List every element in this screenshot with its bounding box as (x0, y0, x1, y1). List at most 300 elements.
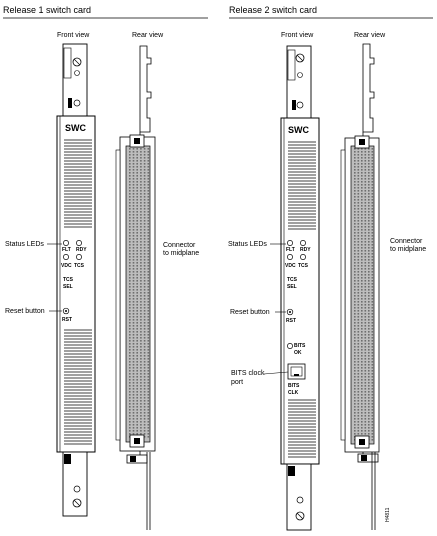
connector-pin (358, 214, 360, 216)
connector-pin (372, 277, 374, 279)
release2-front-view-label: Front view (281, 32, 314, 39)
connector-pin (354, 334, 356, 336)
connector-pin (354, 421, 356, 423)
connector-pin (368, 268, 370, 270)
connector-pin (136, 313, 138, 315)
connector-pin (144, 214, 146, 216)
connector-pin (354, 253, 356, 255)
connector-pin (129, 211, 131, 213)
connector-pin (365, 265, 367, 267)
connector-pin (361, 301, 363, 303)
connector-pin (140, 319, 142, 321)
connector-pin (129, 424, 131, 426)
connector-pin (148, 232, 150, 234)
connector-pin (372, 370, 374, 372)
connector-pin (129, 322, 131, 324)
bits-ok-led-icon (287, 343, 292, 348)
connector-pin (144, 382, 146, 384)
connector-pin (148, 403, 150, 405)
connector-pin (140, 418, 142, 420)
connector-pin (358, 205, 360, 207)
connector-pin (148, 262, 150, 264)
connector-pin (365, 256, 367, 258)
connector-pin (365, 226, 367, 228)
connector-pin (368, 364, 370, 366)
connector-pin (361, 211, 363, 213)
connector-pin (133, 172, 135, 174)
connector-pin (358, 259, 360, 261)
connector-pin (354, 364, 356, 366)
connector-pin (358, 385, 360, 387)
connector-pin (361, 253, 363, 255)
connector-pin (372, 181, 374, 183)
connector-pin (368, 313, 370, 315)
connector-pin (358, 256, 360, 258)
connector-pin (358, 172, 360, 174)
connector-pin (368, 220, 370, 222)
connector-pin (365, 193, 367, 195)
connector-pin (365, 352, 367, 354)
connector-pin (129, 349, 131, 351)
connector-pin (136, 280, 138, 282)
connector-pin (144, 151, 146, 153)
connector-pin (372, 343, 374, 345)
connector-pin (368, 235, 370, 237)
connector-pin (136, 424, 138, 426)
connector-pin (368, 193, 370, 195)
connector-pin (361, 307, 363, 309)
connector-pin (129, 313, 131, 315)
connector-pin (136, 331, 138, 333)
connector-pin (148, 229, 150, 231)
connector-pin (372, 310, 374, 312)
screw-icon (74, 100, 80, 106)
connector-pin (129, 160, 131, 162)
connector-pin (365, 346, 367, 348)
connector-pin (358, 262, 360, 264)
connector-pin (133, 385, 135, 387)
connector-pin (361, 190, 363, 192)
connector-pin (140, 325, 142, 327)
connector-pin (133, 193, 135, 195)
connector-pin (354, 196, 356, 198)
connector-pin (148, 319, 150, 321)
release1-front-view-label: Front view (57, 32, 90, 39)
connector-pin (140, 430, 142, 432)
connector-pin (358, 226, 360, 228)
connector-pin (148, 391, 150, 393)
connector-pin (136, 400, 138, 402)
connector-pin (354, 217, 356, 219)
connector-pin (372, 340, 374, 342)
connector-pin (140, 223, 142, 225)
connector-pin (361, 196, 363, 198)
connector-pin (133, 316, 135, 318)
connector-pin (354, 205, 356, 207)
connector-pin (129, 250, 131, 252)
connector-pin (365, 424, 367, 426)
connector-pin (354, 151, 356, 153)
connector-pin (368, 247, 370, 249)
connector-pin (368, 403, 370, 405)
connector-pin (129, 427, 131, 429)
connector-pin (144, 364, 146, 366)
connector-pin (144, 301, 146, 303)
connector-pin (372, 325, 374, 327)
connector-pin (133, 409, 135, 411)
connector-pin (129, 148, 131, 150)
connector-pin (133, 358, 135, 360)
connector-pin (140, 217, 142, 219)
connector-pin (136, 217, 138, 219)
connector-pin (129, 304, 131, 306)
connector-pin (133, 349, 135, 351)
connector-pin (144, 340, 146, 342)
connector-pin (129, 310, 131, 312)
connector-pin (136, 418, 138, 420)
connector-pin (368, 358, 370, 360)
connector-pin (361, 181, 363, 183)
connector-pin (372, 379, 374, 381)
connector-pin (368, 250, 370, 252)
connector-pin (354, 187, 356, 189)
connector-pin (358, 310, 360, 312)
connector-pin (365, 370, 367, 372)
connector-pin (148, 148, 150, 150)
connector-pin (358, 337, 360, 339)
connector-pin (372, 304, 374, 306)
connector-pin (372, 244, 374, 246)
led-label-rdy: RDY (76, 247, 87, 253)
connector-pin (365, 331, 367, 333)
connector-pin (133, 424, 135, 426)
connector-pin (129, 406, 131, 408)
connector-pin (368, 217, 370, 219)
connector-pin (129, 289, 131, 291)
connector-pin (148, 325, 150, 327)
connector-pin (354, 202, 356, 204)
connector-pin (354, 163, 356, 165)
connector-pin (361, 250, 363, 252)
connector-pin (368, 178, 370, 180)
connector-pin (365, 181, 367, 183)
connector-pin (148, 313, 150, 315)
connector-pin (148, 337, 150, 339)
connector-pin (136, 214, 138, 216)
connector-pin (133, 331, 135, 333)
connector-pin (372, 199, 374, 201)
connector-pin (129, 316, 131, 318)
connector-pin (365, 280, 367, 282)
connector-pin (354, 424, 356, 426)
connector-pin (136, 262, 138, 264)
connector-pin (144, 229, 146, 231)
connector-pin (129, 388, 131, 390)
ejector-latch (64, 48, 71, 78)
connector-pin (358, 382, 360, 384)
connector-pin (372, 424, 374, 426)
connector-pin (129, 412, 131, 414)
connector-pin (361, 256, 363, 258)
connector-pin (368, 229, 370, 231)
connector-pin (368, 157, 370, 159)
connector-pin (372, 220, 374, 222)
connector-pin (129, 190, 131, 192)
connector-pin (372, 274, 374, 276)
connector-pin (129, 379, 131, 381)
connector-pin (368, 421, 370, 423)
connector-pin (358, 424, 360, 426)
connector-pin (368, 262, 370, 264)
connector-pin (368, 166, 370, 168)
connector-pin (136, 430, 138, 432)
connector-pin (148, 154, 150, 156)
connector-pin (144, 232, 146, 234)
connector-pin (148, 163, 150, 165)
connector-pin (133, 307, 135, 309)
connector-pin (368, 388, 370, 390)
connector-pin (372, 319, 374, 321)
connector-pin (136, 415, 138, 417)
connector-pin (144, 430, 146, 432)
connector-pin (148, 349, 150, 351)
connector-pin (372, 430, 374, 432)
connector-pin (365, 205, 367, 207)
connector-pin (365, 223, 367, 225)
connector-pin (372, 403, 374, 405)
connector-pin (144, 346, 146, 348)
connector-pin (136, 361, 138, 363)
connector-pin (144, 268, 146, 270)
connector-pin (140, 403, 142, 405)
connector-pin (365, 313, 367, 315)
connector-pin (148, 343, 150, 345)
connector-pin (140, 388, 142, 390)
connector-pin (136, 250, 138, 252)
connector-pin (358, 169, 360, 171)
connector-pin (372, 223, 374, 225)
connector-pin (368, 337, 370, 339)
connector-pin (358, 208, 360, 210)
connector-pin (361, 391, 363, 393)
connector-callout-2: to midplane (390, 246, 427, 253)
connector-pin (368, 283, 370, 285)
connector-pin (144, 406, 146, 408)
connector-pin (129, 352, 131, 354)
connector-pin (365, 283, 367, 285)
connector-pin (365, 301, 367, 303)
connector-pin (140, 268, 142, 270)
connector-pin (148, 379, 150, 381)
connector-pin (358, 289, 360, 291)
connector-pin (133, 367, 135, 369)
connector-pin (372, 163, 374, 165)
connector-pin (358, 316, 360, 318)
connector-pin (368, 256, 370, 258)
connector-pin (133, 376, 135, 378)
connector-pin (140, 256, 142, 258)
connector-pin (361, 328, 363, 330)
connector-pin (133, 196, 135, 198)
connector-pin (133, 304, 135, 306)
connector-pin (361, 220, 363, 222)
connector-pin (368, 376, 370, 378)
connector-pin (133, 238, 135, 240)
connector-pin (354, 301, 356, 303)
connector-pin (372, 208, 374, 210)
connector-pin (144, 328, 146, 330)
connector-pin (133, 229, 135, 231)
connector-pin (372, 349, 374, 351)
connector-pin (368, 409, 370, 411)
connector-pin (358, 193, 360, 195)
connector-pin (140, 343, 142, 345)
connector-pin (372, 151, 374, 153)
connector-pin (148, 397, 150, 399)
connector-pin (148, 385, 150, 387)
connector-pin (372, 187, 374, 189)
connector-pin (354, 166, 356, 168)
connector-pin (365, 364, 367, 366)
connector-pin (358, 322, 360, 324)
connector-pin (358, 403, 360, 405)
bits-clk-label-1: BITS (288, 383, 300, 389)
connector-pin (136, 289, 138, 291)
connector-pin (365, 319, 367, 321)
tcs-led-icon (300, 254, 305, 259)
connector-pin (136, 235, 138, 237)
connector-pin (136, 241, 138, 243)
connector-pin (140, 238, 142, 240)
connector-pin (358, 211, 360, 213)
connector-pin (144, 289, 146, 291)
connector-pin (129, 247, 131, 249)
connector-pin (361, 316, 363, 318)
connector-pin (372, 289, 374, 291)
connector-pin (365, 295, 367, 297)
connector-pin (140, 247, 142, 249)
connector-pin (140, 262, 142, 264)
connector-pin (358, 397, 360, 399)
reset-button-callout: Reset button (5, 308, 45, 315)
connector-pin (136, 367, 138, 369)
connector-pin (358, 244, 360, 246)
connector-pin (129, 226, 131, 228)
connector-pin (368, 190, 370, 192)
connector-pin (365, 418, 367, 420)
connector-pin (358, 304, 360, 306)
connector-pin (148, 193, 150, 195)
connector-pin (361, 283, 363, 285)
connector-pin (140, 316, 142, 318)
connector-pin (368, 361, 370, 363)
connector-pin (144, 277, 146, 279)
connector-pin (129, 361, 131, 363)
connector-pin (365, 328, 367, 330)
connector-pin (361, 421, 363, 423)
connector-pin (358, 202, 360, 204)
connector-pin (144, 355, 146, 357)
connector-pin (129, 328, 131, 330)
connector-pin (129, 400, 131, 402)
connector-pin (354, 367, 356, 369)
connector-pin (358, 307, 360, 309)
status-leds-callout: Status LEDs (5, 241, 44, 248)
connector-pin (148, 196, 150, 198)
connector-pin (372, 376, 374, 378)
connector-pin (358, 430, 360, 432)
connector-pin (372, 286, 374, 288)
connector-pin (354, 406, 356, 408)
connector-pin (361, 166, 363, 168)
connector-pin (361, 262, 363, 264)
connector-pin (372, 331, 374, 333)
connector-pin (372, 397, 374, 399)
connector-pin (144, 238, 146, 240)
connector-pin (358, 340, 360, 342)
flt-led-icon (63, 240, 68, 245)
connector-pin (354, 373, 356, 375)
connector-pin (129, 337, 131, 339)
connector-pin (372, 238, 374, 240)
connector-pin (133, 355, 135, 357)
connector-pin (144, 157, 146, 159)
release1-front-panel (57, 44, 95, 516)
connector-pin (140, 298, 142, 300)
connector-pin (372, 295, 374, 297)
connector-pin (129, 244, 131, 246)
led-label-vdc: VDC (61, 263, 72, 269)
connector-pin (136, 238, 138, 240)
connector-pin (140, 415, 142, 417)
connector-pin (365, 214, 367, 216)
connector-pin (140, 271, 142, 273)
connector-pin (358, 421, 360, 423)
connector-pin (361, 259, 363, 261)
connector-pin (140, 301, 142, 303)
connector-pin (144, 403, 146, 405)
connector-pin (144, 421, 146, 423)
connector-pin (144, 313, 146, 315)
connector-pin (365, 169, 367, 171)
connector-pin (372, 190, 374, 192)
connector-pin (133, 289, 135, 291)
connector-pin (358, 265, 360, 267)
connector-pin (368, 424, 370, 426)
connector-pin (358, 253, 360, 255)
connector-pin (140, 346, 142, 348)
connector-pin (358, 313, 360, 315)
connector-pin (358, 325, 360, 327)
connector-pin (133, 250, 135, 252)
connector-pin (372, 409, 374, 411)
connector-pin (140, 211, 142, 213)
connector-pin (372, 241, 374, 243)
connector-pin (148, 283, 150, 285)
connector-pin (133, 259, 135, 261)
connector-pin (361, 295, 363, 297)
connector-pin (144, 370, 146, 372)
connector-pin (361, 322, 363, 324)
connector-pin (140, 370, 142, 372)
connector-pin (354, 433, 356, 435)
connector-pin (365, 232, 367, 234)
connector-pin (133, 190, 135, 192)
connector-pin (365, 262, 367, 264)
connector-pin (136, 391, 138, 393)
led-label-tcs: TCS (74, 263, 84, 269)
connector-pin (354, 238, 356, 240)
